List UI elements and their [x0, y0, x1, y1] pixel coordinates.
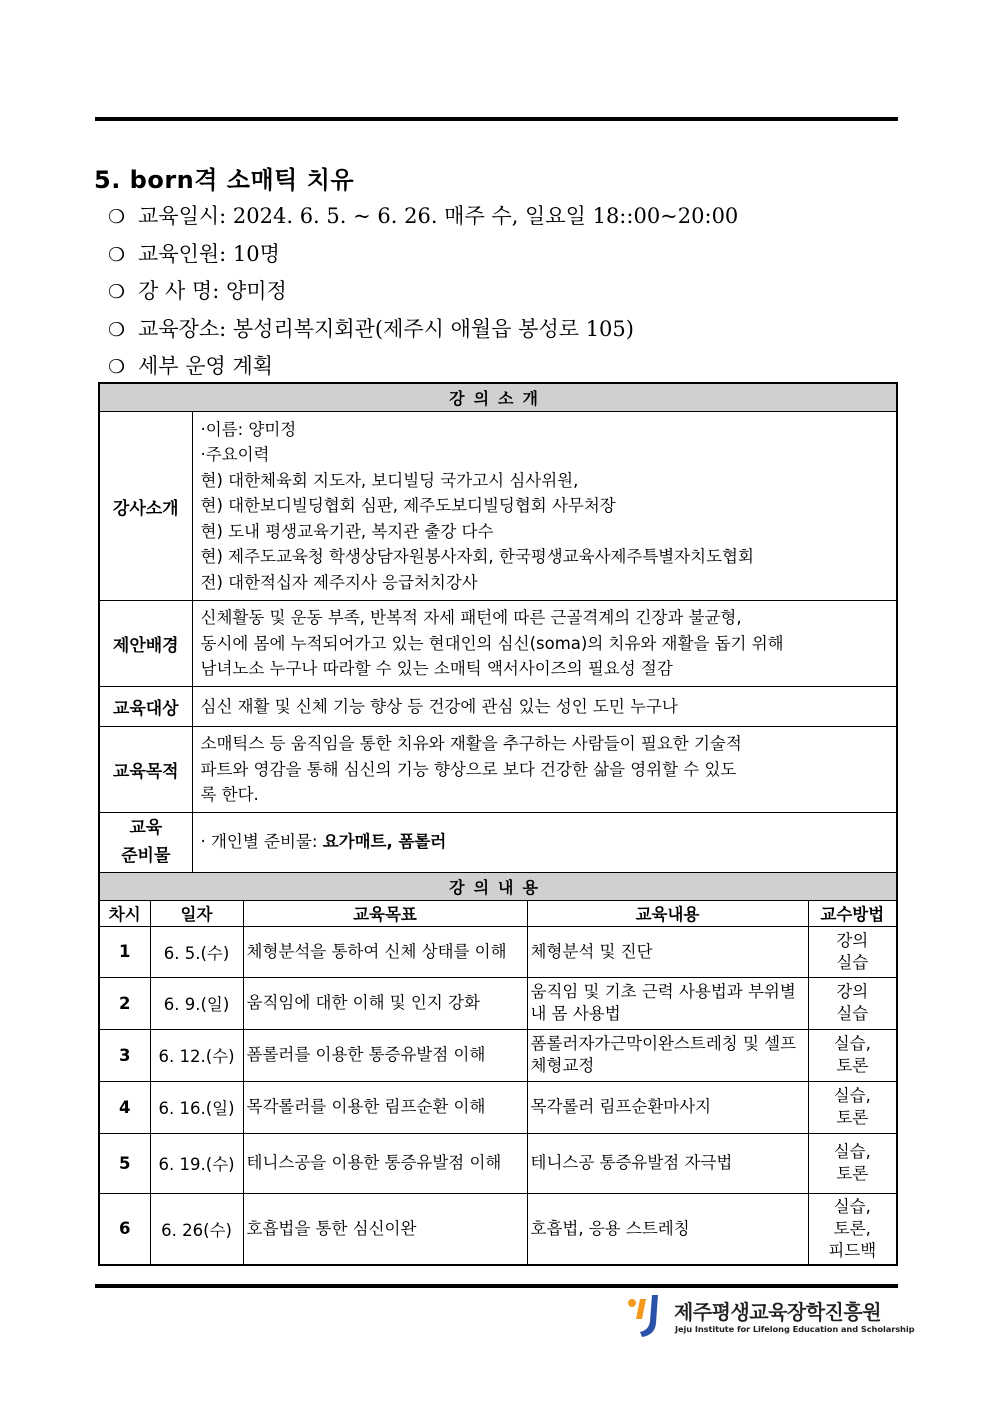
session-date: 6. 19.(수)	[150, 1133, 243, 1193]
org-logo-icon	[626, 1293, 670, 1341]
session-content: 폼롤러자가근막이완스트레칭 및 셀프 체형교정	[527, 1029, 808, 1081]
table-row	[99, 1029, 897, 1081]
session-method: 실습, 토론	[808, 1081, 897, 1133]
session-goal: 목각롤러를 이용한 림프순환 이해	[243, 1081, 527, 1133]
background-text: 신체활동 및 운동 부족, 반복적 자세 패턴에 따른 근골격계의 긴장과 불균형, 동시에 몸에 누적되어가고 있는 현대인의 심신(soma)의 치유와 재활을 돕기 위해 남녀노소 누구나 따라할 수 있는 소매틱 액서사이즈의 필요성 절감	[192, 601, 897, 687]
session-date: 6. 26(수)	[150, 1193, 243, 1265]
table-row	[99, 926, 897, 977]
session-goal: 폼롤러를 이용한 통증유발점 이해	[243, 1029, 527, 1081]
bullet-location: ❍ 교육장소: 봉성리복지회관(제주시 애월읍 봉성로 105)	[108, 311, 738, 349]
table-row	[99, 977, 897, 1029]
instructor-label: 강사소개	[99, 412, 192, 601]
session-content: 체형분석 및 진단	[527, 926, 808, 977]
info-bullets	[108, 198, 738, 386]
supplies-text: · 개인별 준비물: 요가매트, 폼롤러	[192, 812, 897, 872]
session-content: 목각롤러 림프순환마사지	[527, 1081, 808, 1133]
col-method: 교수방법	[808, 900, 897, 926]
col-session: 차시	[99, 900, 150, 926]
session-no: 4	[99, 1081, 150, 1133]
bullet-circle-icon: ❍	[108, 281, 126, 303]
col-date: 일자	[150, 900, 243, 926]
background-label: 제안배경	[99, 601, 192, 687]
session-goal: 테니스공을 이용한 통증유발점 이해	[243, 1133, 527, 1193]
session-date: 6. 9.(일)	[150, 977, 243, 1029]
col-goal: 교육목표	[243, 900, 527, 926]
target-label: 교육대상	[99, 687, 192, 727]
purpose-label: 교육목적	[99, 727, 192, 813]
instructor-info: ·이름: 양미정 ·주요이력 현) 대한체육회 지도자, 보디빌딩 국가고시 심사위원, 현) 대한보디빌딩협회 심판, 제주도보디빌딩협회 사무처장 현) 도내 평생교육기관, 복지관 출강 다수 현) 제주도교육청 학생상담자원봉사자회, 한국평생교육사제주특별자치도협회 전) 대한적십자 제주지사 응급처치강사	[192, 412, 897, 601]
bottom-rule	[95, 1284, 898, 1288]
table-row	[99, 1193, 897, 1265]
bullet-circle-icon: ❍	[108, 356, 126, 378]
session-goal: 호흡법을 통한 심신이완	[243, 1193, 527, 1265]
top-rule	[95, 117, 898, 121]
session-method: 강의 실습	[808, 926, 897, 977]
table-row	[99, 1133, 897, 1193]
bullet-headcount: ❍ 교육인원: 10명	[108, 236, 738, 274]
supplies-label: 교육 준비물	[99, 812, 192, 872]
org-logo	[626, 1293, 915, 1343]
session-method: 실습, 토론	[808, 1029, 897, 1081]
schedule-header-row	[99, 900, 897, 926]
col-content: 교육내용	[527, 900, 808, 926]
target-text: 심신 재활 및 신체 기능 향상 등 건강에 관심 있는 성인 도민 누구나	[192, 687, 897, 727]
bullet-schedule: ❍ 교육일시: 2024. 6. 5. ~ 6. 26. 매주 수, 일요일 18::00~20:00	[108, 198, 738, 236]
course-plan-table	[98, 382, 898, 1266]
session-no: 1	[99, 926, 150, 977]
session-date: 6. 12.(수)	[150, 1029, 243, 1081]
session-goal: 체형분석을 통하여 신체 상태를 이해	[243, 926, 527, 977]
session-method: 강의 실습	[808, 977, 897, 1029]
session-no: 3	[99, 1029, 150, 1081]
session-no: 5	[99, 1133, 150, 1193]
purpose-text: 소매틱스 등 움직임을 통한 치유와 재활을 추구하는 사람들이 필요한 기술적 파트와 영감을 통해 심신의 기능 향상으로 보다 건강한 삶을 영위할 수 있도 록 한다.	[192, 727, 897, 813]
session-method: 실습, 토론	[808, 1133, 897, 1193]
org-name-en: Jeju Institute for Lifelong Education and Scholarship	[675, 1324, 915, 1334]
session-no: 6	[99, 1193, 150, 1265]
table-row	[99, 1081, 897, 1133]
session-no: 2	[99, 977, 150, 1029]
session-date: 6. 5.(수)	[150, 926, 243, 977]
content-header: 강의내용	[99, 872, 897, 900]
session-content: 움직임 및 기초 근력 사용법과 부위별 내 몸 사용법	[527, 977, 808, 1029]
session-method: 실습, 토론, 피드백	[808, 1193, 897, 1265]
section-title: 5. born격 소매틱 치유	[94, 166, 355, 194]
bullet-plan: ❍ 세부 운영 계획	[108, 348, 738, 386]
session-goal: 움직임에 대한 이해 및 인지 강화	[243, 977, 527, 1029]
session-content: 테니스공 통증유발점 자극법	[527, 1133, 808, 1193]
bullet-circle-icon: ❍	[108, 318, 126, 341]
bullet-instructor: ❍ 강 사 명: 양미정	[108, 273, 738, 311]
intro-header: 강의소개	[99, 383, 897, 412]
bullet-circle-icon: ❍	[108, 243, 126, 266]
org-name: 제주평생교육장학진흥원	[674, 1300, 882, 1324]
session-content: 호흡법, 응용 스트레칭	[527, 1193, 808, 1265]
bullet-circle-icon: ❍	[108, 206, 126, 228]
session-date: 6. 16.(일)	[150, 1081, 243, 1133]
